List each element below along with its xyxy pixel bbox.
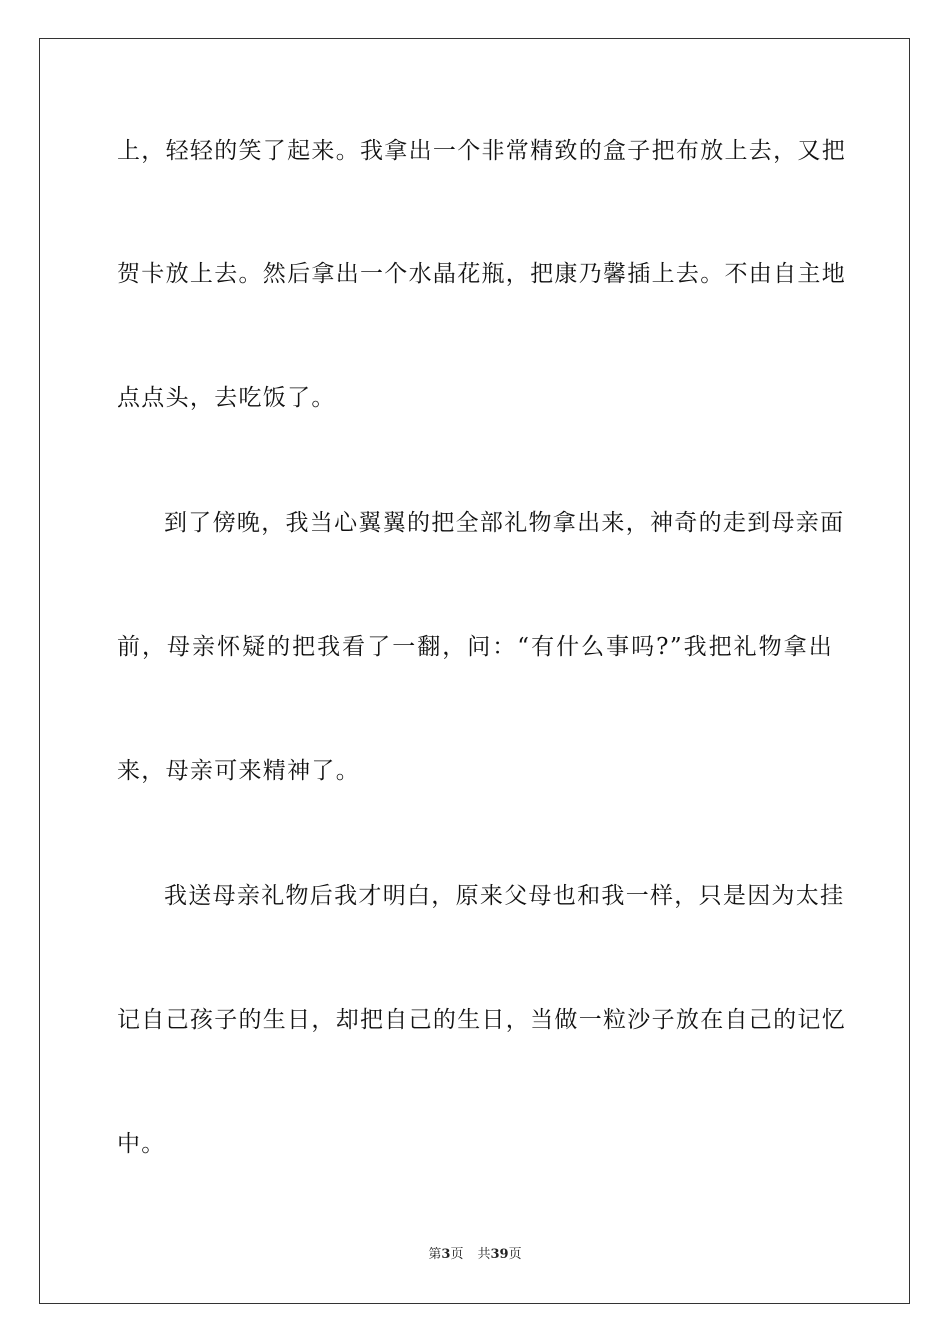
paragraph-2-line-3: 来，母亲可来精神了。 <box>117 758 360 784</box>
page-footer <box>0 1245 950 1265</box>
paragraph-1-line-2: 贺卡放上去。然后拿出一个水晶花瓶，把康乃馨插上去。不由自主地 <box>117 261 846 287</box>
footer-total-pages: 39 <box>490 1247 509 1262</box>
paragraph-3-line-1: 我送母亲礼物后我才明白，原来父母也和我一样，只是因为太挂 <box>164 883 845 909</box>
paragraph-2-line-1: 到了傍晚，我当心翼翼的把全部礼物拿出来，神奇的走到母亲面 <box>164 510 845 536</box>
footer-page-prefix: 第 <box>428 1247 442 1262</box>
footer-total-suffix: 页 <box>508 1247 522 1262</box>
paragraph-2-line-2: 前，母亲怀疑的把我看了一翻，问：“有什么事吗?”我把礼物拿出 <box>117 634 833 660</box>
footer-total-prefix: 共 <box>477 1247 491 1262</box>
paragraph-1-line-3: 点点头，去吃饭了。 <box>117 385 336 411</box>
footer-page-suffix: 页 <box>450 1247 464 1262</box>
footer-page-number: 3 <box>441 1247 451 1262</box>
paragraph-1-line-1: 上，轻轻的笑了起来。我拿出一个非常精致的盒子把布放上去，又把 <box>117 138 846 164</box>
page-border <box>39 38 910 1304</box>
paragraph-3-line-3: 中。 <box>117 1131 166 1157</box>
paragraph-3-line-2: 记自己孩子的生日，却把自己的生日，当做一粒沙子放在自己的记忆 <box>117 1007 846 1033</box>
